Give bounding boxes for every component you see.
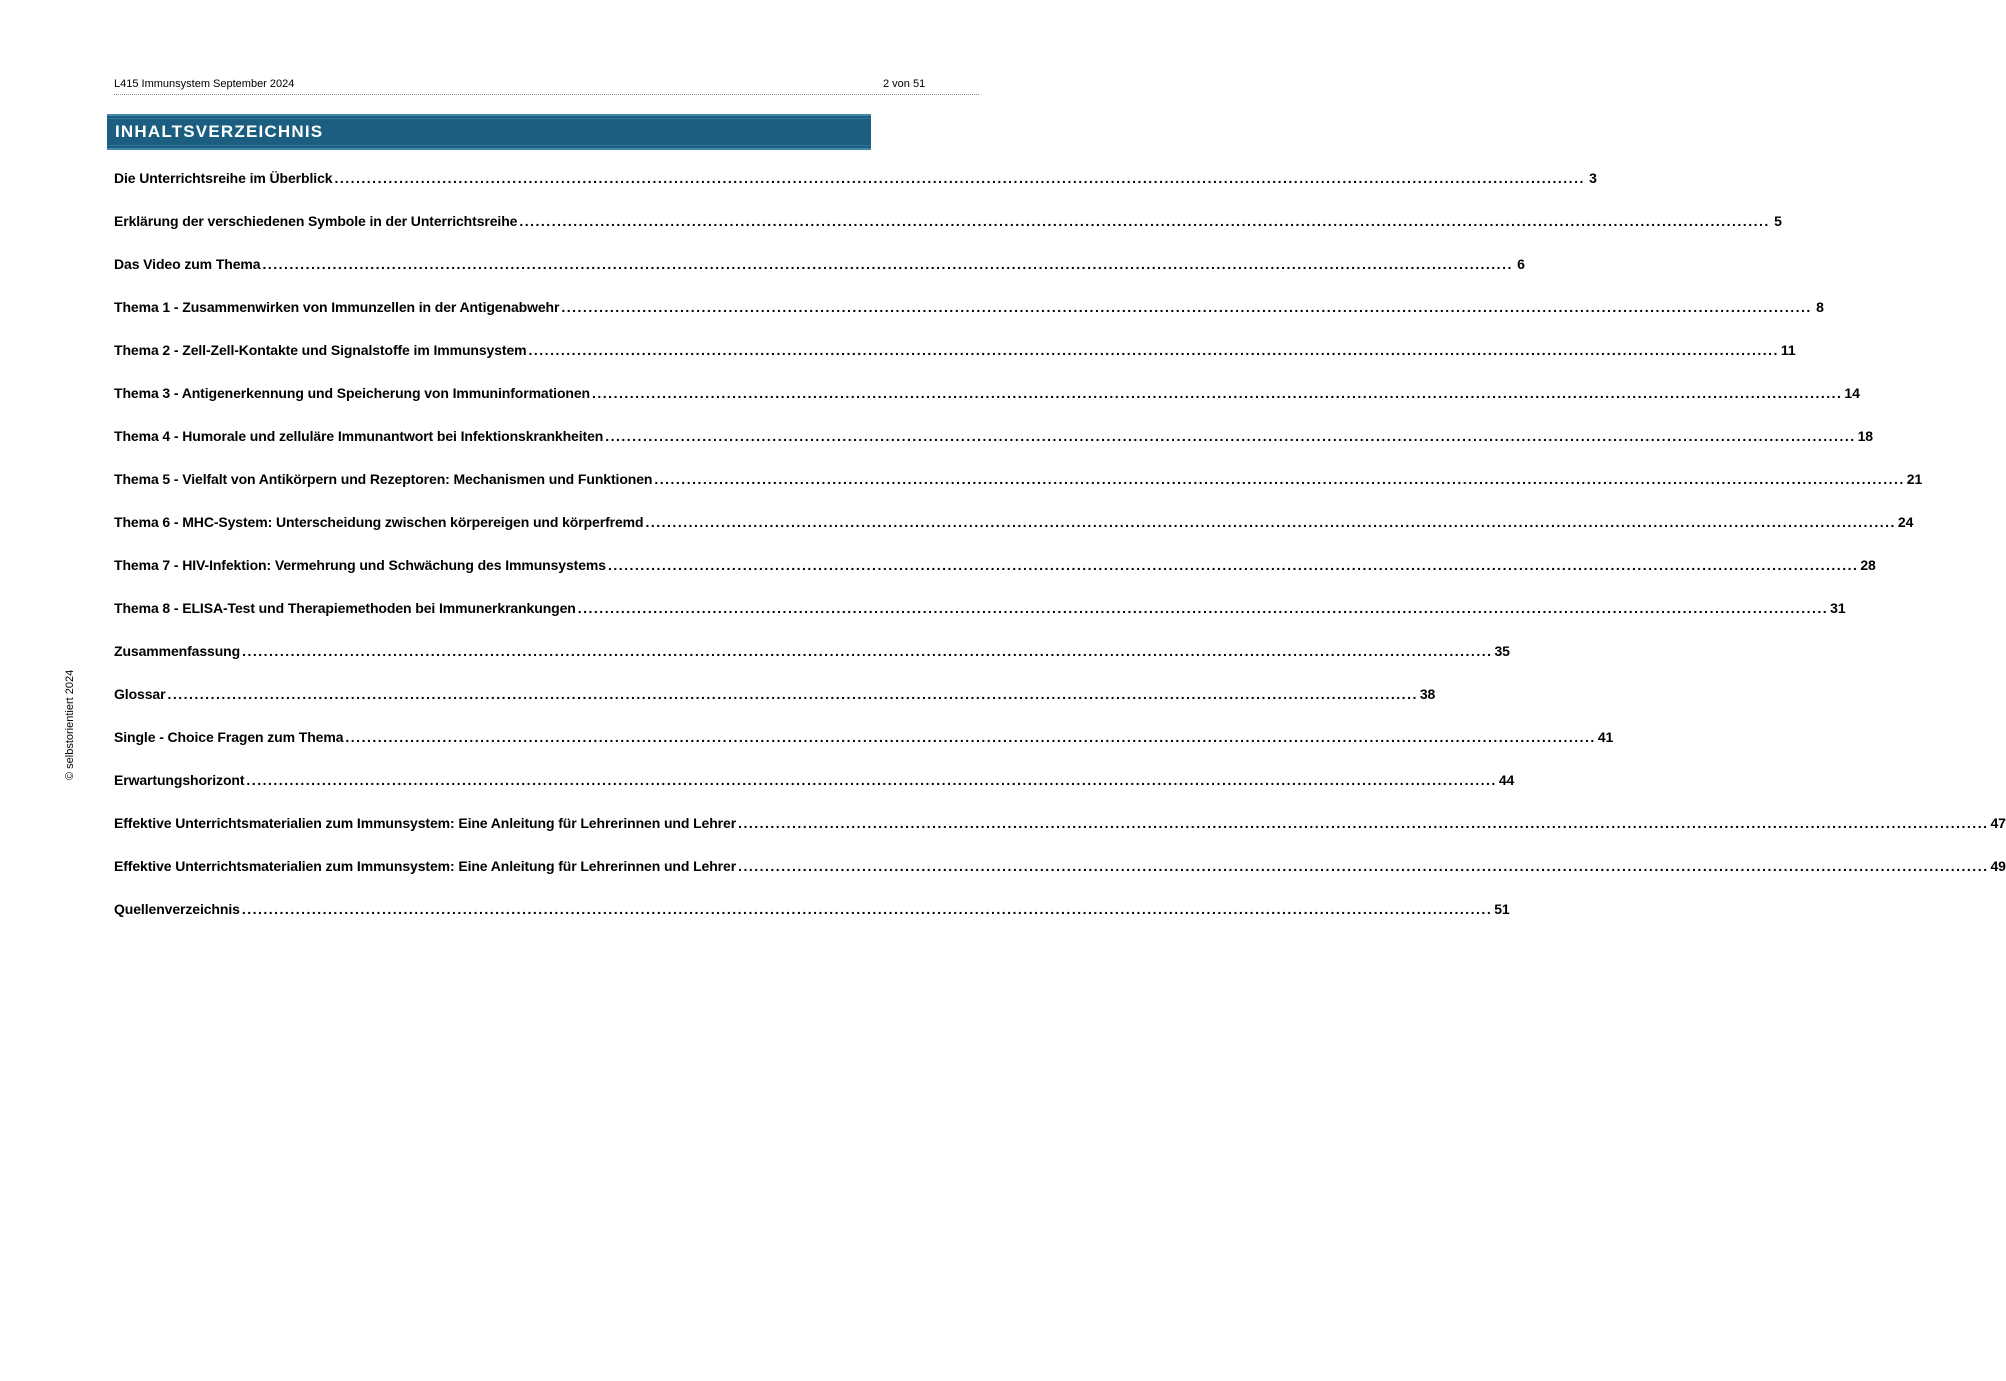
toc-entry-label: Die Unterrichtsreihe im Überblick: [114, 170, 333, 186]
toc-entry-label: Erwartungshorizont: [114, 772, 245, 788]
toc-entry-label: Thema 1 - Zusammenwirken von Immunzellen in der Antigenabwehr: [114, 299, 560, 315]
toc-entry-label: Thema 4 - Humorale und zelluläre Immunantwort bei Infektionskrankheiten: [114, 428, 604, 444]
toc-entry-page: 38: [1419, 686, 1436, 702]
page-header: [114, 77, 979, 95]
toc-entry[interactable]: [114, 342, 1796, 385]
toc-entry-label: Single - Choice Fragen zum Thema: [114, 729, 344, 745]
toc-entry-label: Quellenverzeichnis: [114, 901, 240, 917]
toc-entry-page: 5: [1774, 213, 1782, 229]
toc-heading-bar: [107, 114, 871, 150]
toc-entry[interactable]: [114, 170, 1597, 213]
toc-entry-page: 41: [1597, 729, 1614, 745]
dot-leader: [529, 342, 1779, 358]
dot-leader: [578, 600, 1828, 616]
toc-entry-label: Thema 5 - Vielfalt von Antikörpern und Rezeptoren: Mechanismen und Funktionen: [114, 471, 653, 487]
toc-entry-label: Das Video zum Thema: [114, 256, 261, 272]
dot-leader: [645, 514, 1895, 530]
toc-entry-page: 47: [1990, 815, 2006, 831]
toc-entry[interactable]: [114, 514, 1914, 557]
toc-entry-page: 6: [1517, 256, 1525, 272]
toc-entry[interactable]: [114, 471, 1923, 514]
toc-entry-page: 18: [1857, 428, 1873, 444]
toc-entry-label: Thema 8 - ELISA-Test und Therapiemethoden bei Immunerkrankungen: [114, 600, 576, 616]
toc-heading: INHALTSVERZEICHNIS: [115, 122, 324, 141]
dot-leader: [334, 170, 1584, 186]
toc-entry[interactable]: [114, 213, 1782, 256]
toc-entry-page: 8: [1816, 299, 1824, 315]
copyright-note: © selbstorientiert 2024: [64, 669, 76, 780]
toc-entry-page: 44: [1498, 772, 1515, 788]
toc-entry-label: Thema 2 - Zell-Zell-Kontakte und Signalstoffe im Immunsystem: [114, 342, 527, 358]
toc-entry-page: 28: [1860, 557, 1876, 573]
dot-leader: [654, 471, 1904, 487]
toc-entry-page: 21: [1906, 471, 1923, 487]
table-of-contents: [114, 170, 2006, 944]
toc-entry[interactable]: [114, 901, 1510, 944]
dot-leader: [242, 643, 1492, 659]
toc-entry-page: 49: [1990, 858, 2006, 874]
dot-leader: [608, 557, 1858, 573]
toc-entry-label: Erklärung der verschiedenen Symbole in der Unterrichtsreihe: [114, 213, 518, 229]
toc-entry-label: Effektive Unterrichtsmaterialien zum Immunsystem: Eine Anleitung für Lehrerinnen und Lehrer: [114, 858, 737, 874]
toc-entry-page: 35: [1494, 643, 1510, 659]
document-title: L415 Immunsystem September 2024: [114, 78, 295, 90]
dot-leader: [345, 729, 1595, 745]
page-number: 2 von 51: [883, 78, 926, 90]
toc-entry-label: Glossar: [114, 686, 166, 702]
toc-entry-label: Effektive Unterrichtsmaterialien zum Immunsystem: Eine Anleitung für Lehrerinnen und Lehrer: [114, 815, 737, 831]
toc-entry[interactable]: [114, 772, 1515, 815]
toc-entry[interactable]: [114, 686, 1436, 729]
toc-entry-page: 51: [1494, 901, 1510, 917]
toc-entry-page: 11: [1780, 342, 1796, 358]
dot-leader: [242, 901, 1492, 917]
toc-entry[interactable]: [114, 600, 1846, 643]
dot-leader: [738, 858, 1988, 874]
toc-entry-label: Thema 3 - Antigenerkennung und Speicherung von Immuninformationen: [114, 385, 591, 401]
toc-entry[interactable]: [114, 815, 2006, 858]
toc-entry-label: Thema 6 - MHC-System: Unterscheidung zwischen körpereigen und körperfremd: [114, 514, 644, 530]
toc-entry[interactable]: [114, 729, 1614, 772]
toc-entry[interactable]: [114, 557, 1876, 600]
toc-entry[interactable]: [114, 858, 2006, 901]
dot-leader: [738, 815, 1988, 831]
dot-leader: [561, 299, 1811, 315]
toc-entry-label: Thema 7 - HIV-Infektion: Vermehrung und Schwächung des Immunsystems: [114, 557, 606, 573]
toc-entry-page: 3: [1589, 170, 1597, 186]
toc-entry[interactable]: [114, 643, 1510, 686]
toc-entry-page: 31: [1830, 600, 1846, 616]
toc-entry-page: 24: [1897, 514, 1914, 530]
dot-leader: [262, 256, 1512, 272]
toc-entry[interactable]: [114, 299, 1824, 342]
toc-entry-label: Zusammenfassung: [114, 643, 241, 659]
toc-entry[interactable]: [114, 256, 1525, 299]
dot-leader: [246, 772, 1496, 788]
dot-leader: [605, 428, 1855, 444]
toc-entry[interactable]: [114, 428, 1873, 471]
toc-entry-page: 14: [1844, 385, 1860, 401]
dot-leader: [167, 686, 1417, 702]
toc-entry[interactable]: [114, 385, 1860, 428]
dot-leader: [592, 385, 1842, 401]
dot-leader: [519, 213, 1769, 229]
